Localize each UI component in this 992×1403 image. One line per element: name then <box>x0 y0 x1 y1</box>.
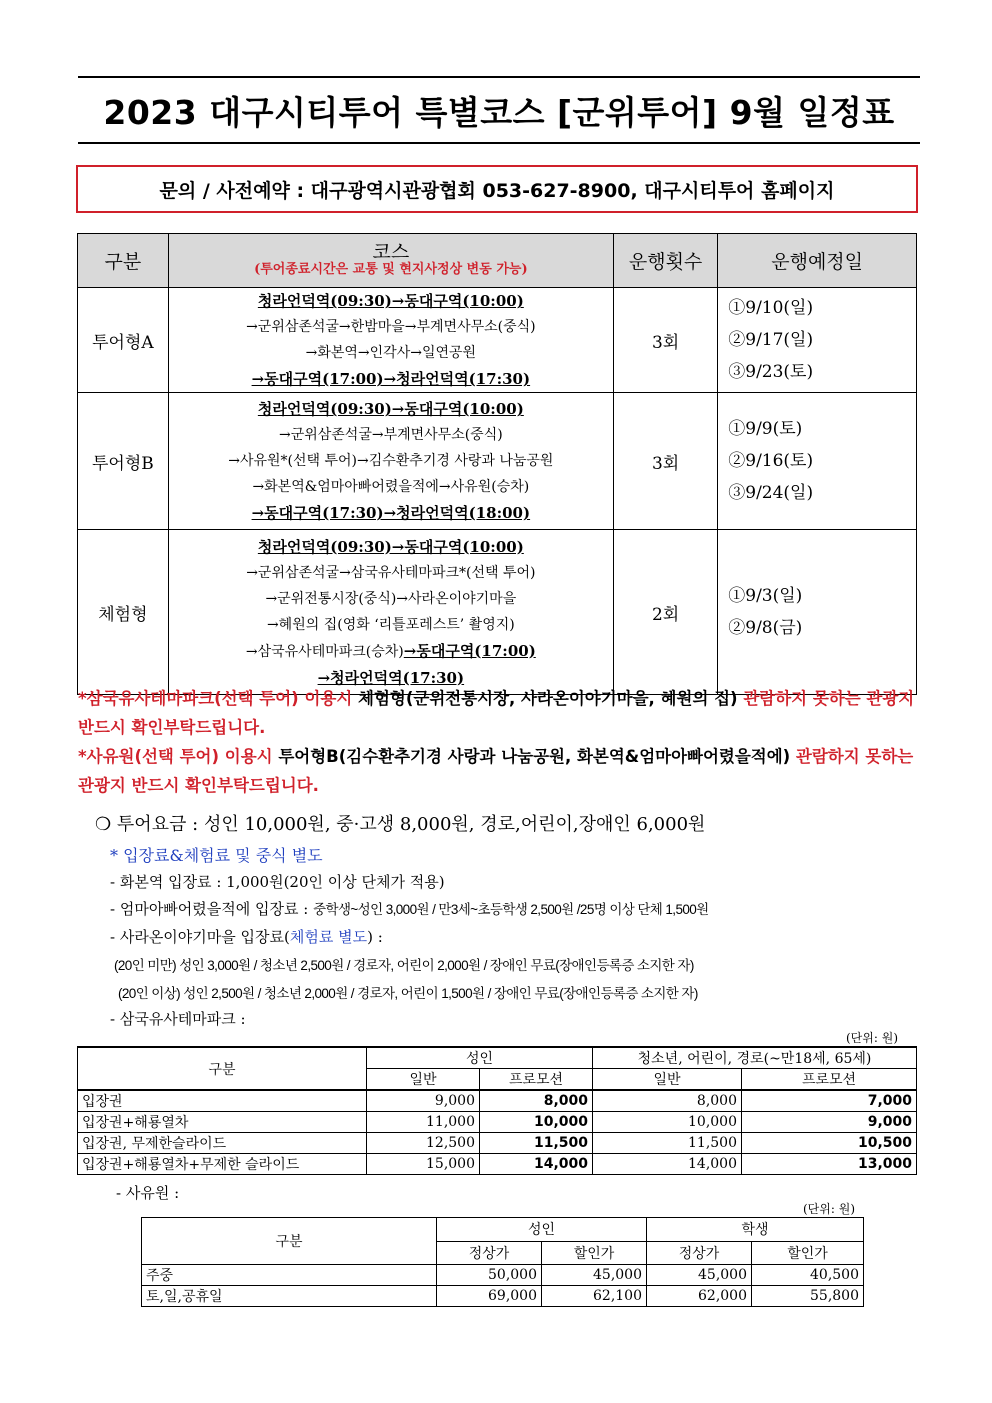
cell-value: 62,100 <box>542 1286 647 1307</box>
contact-box: 문의 / 사전예약 : 대구광역시관광협회 053-627-8900, 대구시티투어 홈페이지 <box>76 165 918 213</box>
park-sub: 프로모션 <box>742 1069 917 1091</box>
schedule-row-tour-a <box>78 288 917 393</box>
tour-fee-text: : 성인 10,000원, 중·고생 8,000원, 경로,어린이,장애인 6,000원 <box>186 814 706 835</box>
saw-sub: 정상가 <box>437 1241 542 1265</box>
header-count: 운행횟수 <box>613 234 717 288</box>
cell-value: 14,000 <box>593 1154 742 1175</box>
row-type: 투어형B <box>78 393 169 530</box>
park-header-type: 구분 <box>78 1047 367 1090</box>
park-unit: (단위: 원) <box>846 1031 898 1045</box>
park-header-adult: 성인 <box>367 1047 593 1069</box>
row-name: 입장권 <box>78 1090 367 1112</box>
note-red: 관람하지 못하는 관광지 반드시 확인부탁드립니다. <box>78 689 915 737</box>
cell-value: 11,500 <box>480 1133 593 1154</box>
schedule-row-tour-b <box>78 393 917 530</box>
cell-value: 10,000 <box>480 1112 593 1133</box>
saw-header-row <box>142 1218 864 1242</box>
date-item: ②9/16(토) <box>728 451 814 471</box>
saraon-label-part: ) : <box>367 928 383 946</box>
park-sub: 일반 <box>367 1069 480 1091</box>
cell-value: 10,500 <box>742 1133 917 1154</box>
row-name: 주중 <box>142 1265 437 1286</box>
cell-value: 15,000 <box>367 1154 480 1175</box>
course-line: 청라언덕역(09:30)→동대구역(10:00) <box>257 292 524 310</box>
date-item: ②9/8(금) <box>728 618 803 638</box>
course-line: →군위전통시장(중식)→사라온이야기마을 <box>265 590 517 607</box>
note-red: 관람하지 못하는 관광지 반드시 확인부탁드립니다. <box>78 747 914 795</box>
date-item: ①9/9(토) <box>728 419 803 439</box>
saw-sub: 할인가 <box>542 1241 647 1265</box>
cell-value: 8,000 <box>593 1090 742 1112</box>
cell-value: 13,000 <box>742 1154 917 1175</box>
row-dates <box>718 393 917 530</box>
notes-block <box>78 684 922 800</box>
park-header-youth: 청소년, 어린이, 경로(~만18세, 65세) <box>593 1047 917 1069</box>
row-name: 토,일,공휴일 <box>142 1286 437 1307</box>
table-row <box>142 1265 864 1286</box>
cell-value: 45,000 <box>542 1265 647 1286</box>
course-line: →청라언덕역(17:30) <box>317 668 465 687</box>
cell-value: 11,500 <box>593 1133 742 1154</box>
cell-value: 12,500 <box>367 1133 480 1154</box>
tour-fee-label: 투어요금 <box>116 814 187 835</box>
header-type: 구분 <box>78 234 169 288</box>
cell-value: 40,500 <box>752 1265 864 1286</box>
row-count: 2회 <box>613 530 717 695</box>
emma-fee <box>110 898 709 919</box>
header-course-label: 코스 <box>372 240 410 263</box>
course-line: →화본역&엄마아빠어렸을적에→사유원(승차) <box>252 479 530 495</box>
schedule-row-experience <box>78 530 917 695</box>
row-type: 체험형 <box>78 530 169 695</box>
row-type: 투어형A <box>78 288 169 393</box>
schedule-header-row <box>78 234 917 288</box>
course-segment: →동대구역(17:00) <box>403 641 536 660</box>
course-line: 청라언덕역(09:30)→동대구역(10:00) <box>257 537 524 556</box>
saraon-fee-label <box>110 926 383 947</box>
row-course <box>168 530 613 695</box>
row-count: 3회 <box>613 288 717 393</box>
saraon-label-blue: 체험료 별도 <box>289 928 368 946</box>
cell-value: 8,000 <box>480 1090 593 1112</box>
park-sub: 일반 <box>593 1069 742 1091</box>
schedule-table <box>77 233 917 695</box>
park-header-row <box>78 1047 917 1069</box>
saraon-label-part: - 사라온이야기마을 입장료( <box>110 928 290 946</box>
row-course <box>168 393 613 530</box>
course-line: →군위삼존석굴→한밤마을→부계면사무소(중식) <box>246 319 536 335</box>
note-sayuwon <box>78 742 922 800</box>
row-course <box>168 288 613 393</box>
course-line: 청라언덕역(09:30)→동대구역(10:00) <box>257 400 524 418</box>
sayuwon-price-table <box>141 1217 864 1307</box>
header-course <box>168 234 613 288</box>
saraon-under20: (20인 미만) 성인 3,000원 / 청소년 2,500원 / 경로자, 어린이 2,000원 / 장애인 무료(장애인등록증 소지한 자) <box>114 958 694 973</box>
date-item: ①9/10(일) <box>728 298 814 318</box>
header-dates: 운행예정일 <box>718 234 917 288</box>
note-black: 투어형B(김수환추기경 사랑과 나눔공원, 화본역&엄마아빠어렸을적에) <box>278 747 791 766</box>
cell-value: 45,000 <box>647 1265 752 1286</box>
note-red: *삼국유사테마파크(선택 투어) 이용시 <box>78 689 359 708</box>
table-row <box>78 1112 917 1133</box>
separate-fee-note: * 입장료&체험료 및 중식 별도 <box>110 846 323 865</box>
cell-value: 55,800 <box>752 1286 864 1307</box>
saraon-over20: (20인 이상) 성인 2,500원 / 청소년 2,000원 / 경로자, 어린이 1,500원 / 장애인 무료(장애인등록증 소지한 자) <box>118 986 698 1001</box>
cell-value: 14,000 <box>480 1154 593 1175</box>
sayuwon-unit: (단위: 원) <box>803 1202 855 1216</box>
course-line: →군위삼존석굴→부계면사무소(중식) <box>278 427 503 443</box>
course-line: →사유원*(선택 투어)→김수환추기경 사랑과 나눔공원 <box>228 453 554 469</box>
saw-header-type: 구분 <box>142 1218 437 1265</box>
note-black: 체험형(군위전통시장, 사라온이야기마을, 혜원의 집) <box>358 689 738 708</box>
sayuwon-label: - 사유원 : <box>116 1184 180 1202</box>
date-item: ①9/3(일) <box>728 586 803 606</box>
title-bar <box>78 76 920 144</box>
row-dates <box>718 288 917 393</box>
table-row <box>142 1286 864 1307</box>
page-title: 2023 대구시티투어 특별코스 [군위투어] 9월 일정표 <box>103 92 895 132</box>
cell-value: 11,000 <box>367 1112 480 1133</box>
row-name: 입장권+해룡열차 <box>78 1112 367 1133</box>
table-row <box>78 1090 917 1112</box>
emma-fee-label: - 엄마아빠어렸을적에 입장료 : <box>110 900 314 918</box>
table-row <box>78 1154 917 1175</box>
header-course-note: (투어종료시간은 교통 및 현지사정상 변동 가능) <box>254 261 528 277</box>
cell-value: 69,000 <box>437 1286 542 1307</box>
course-line: →화본역→인각사→일연공원 <box>305 345 477 361</box>
note-red: *사유원(선택 투어) 이용시 <box>78 747 279 766</box>
bullet-icon: ❍ <box>95 814 112 835</box>
emma-fee-detail: 중학생~성인 3,000원 / 만3세~초등학생 2,500원 /25명 이상 단체 1,500원 <box>313 902 709 917</box>
row-dates <box>718 530 917 695</box>
date-item: ②9/17(일) <box>728 330 814 350</box>
course-line: →동대구역(17:30)→청라언덕역(18:00) <box>251 504 531 522</box>
park-sub: 프로모션 <box>480 1069 593 1091</box>
date-item: ③9/23(토) <box>728 362 814 382</box>
cell-value: 50,000 <box>437 1265 542 1286</box>
table-row <box>78 1133 917 1154</box>
course-line: →혜원의 집(영화 ‘리틀포레스트’ 촬영지) <box>266 616 515 633</box>
cell-value: 7,000 <box>742 1090 917 1112</box>
tour-fee-line <box>95 810 705 836</box>
course-segment: →삼국유사테마파크(승차) <box>245 643 404 660</box>
row-name: 입장권, 무제한슬라이드 <box>78 1133 367 1154</box>
cell-value: 9,000 <box>367 1090 480 1112</box>
samguk-price-table <box>77 1046 917 1175</box>
row-name: 입장권+해룡열차+무제한 슬라이드 <box>78 1154 367 1175</box>
saw-header-adult: 성인 <box>437 1218 647 1242</box>
note-samguk <box>78 684 922 742</box>
saw-header-student: 학생 <box>647 1218 864 1242</box>
saw-sub: 정상가 <box>647 1241 752 1265</box>
saw-sub: 할인가 <box>752 1241 864 1265</box>
date-item: ③9/24(일) <box>728 483 814 503</box>
course-line: →동대구역(17:00)→청라언덕역(17:30) <box>251 370 531 388</box>
hwabon-fee: - 화본역 입장료 : 1,000원(20인 이상 단체가 적용) <box>110 873 445 891</box>
course-line <box>171 638 611 665</box>
row-count: 3회 <box>613 393 717 530</box>
course-line: →군위삼존석굴→삼국유사테마파크*(선택 투어) <box>246 564 536 581</box>
cell-value: 9,000 <box>742 1112 917 1133</box>
cell-value: 10,000 <box>593 1112 742 1133</box>
samguk-label: - 삼국유사테마파크 : <box>110 1010 246 1028</box>
cell-value: 62,000 <box>647 1286 752 1307</box>
